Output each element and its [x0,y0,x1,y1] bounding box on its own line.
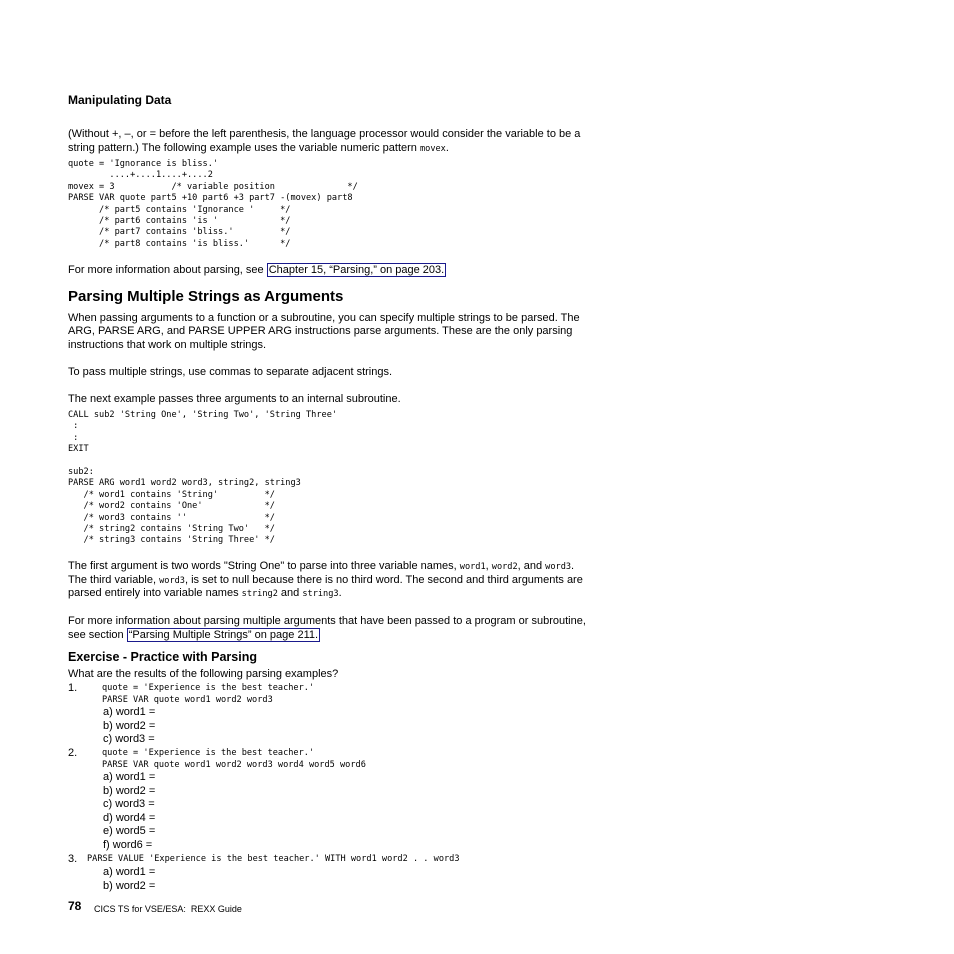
explain-text: , is set to null because there is no third word. The second and third arguments are [184,574,583,586]
exercise-answer: c) word3 = [103,733,155,745]
exercise-question: What are the results of the following parsing examples? [68,668,339,680]
exercise-answer: d) word4 = [103,812,156,824]
exercise-answer: f) word6 = [103,839,153,851]
page-number: 78 [68,899,82,913]
explain-end: . [338,587,342,599]
explain-line-1 [68,560,574,575]
footer-title: CICS TS for VSE/ESA: REXX Guide [94,904,242,914]
explain-text: The first argument is two words "String One" to parse into three variable names, [68,560,460,572]
code-example-1: quote = 'Ignorance is bliss.' ....+....1....+....2 movex = 3 /* variable position */ PARSE VAR quote part5 +10 part6 +3 part7 -(movex) part8 /* part5 contains 'Ignorance ' */ /* part6 contains 'is ' */ /* part7 contains 'bliss.' */ /* part8 contains 'is bliss.' */ [68,159,358,249]
code-string2: string2 [241,589,278,599]
exercise-code-line: PARSE VAR quote word1 word2 word3 word4 word5 word6 [102,760,366,770]
intro-line-2 [68,142,449,157]
exercise-answer: b) word2 = [103,880,156,892]
section-para-2: To pass multiple strings, use commas to separate adjacent strings. [68,366,393,378]
explain-line-3 [68,587,342,602]
exercise-code-line: PARSE VAR quote word1 word2 word3 [102,695,273,705]
chapter-15-link[interactable]: Chapter 15, “Parsing,” on page 203. [268,264,445,276]
exercise-title: Exercise - Practice with Parsing [68,650,257,664]
more-info-2-text: see section [68,629,127,641]
intro-line-1: (Without +, –, or = before the left parenthesis, the language processor would consider the variable to be a [68,128,581,140]
explain-sep: , and [517,560,546,572]
code-string3: string3 [302,589,339,599]
section-para-3: The next example passes three arguments to an internal subroutine. [68,393,401,405]
section-para-1-line-1: When passing arguments to a function or a subroutine, you can specify multiple strings to be parsed. The [68,312,580,324]
intro-text: string pattern.) The following example uses the variable numeric pattern [68,142,420,154]
exercise-code-line: quote = 'Experience is the best teacher.' [102,683,315,693]
code-example-2: CALL sub2 'String One', 'String Two', 'String Three' : : EXIT sub2: PARSE ARG word1 word2 word3, string2, string3 /* word1 contains 'String' */ /* word2 contains 'One' */ /* word3 contains '' */ /* string2 contains 'String Two' */ /* string3 contains 'String Three' */ [68,410,338,546]
exercise-item-number: 3. [68,853,78,865]
code-word3: word3 [159,576,185,586]
explain-text: The third variable, [68,574,160,586]
exercise-answer: e) word5 = [103,825,156,837]
exercise-answer: a) word1 = [103,866,156,878]
code-word2: word2 [491,562,518,572]
intro-end: . [445,142,449,154]
exercise-code-line: quote = 'Experience is the best teacher.' [102,748,315,758]
parsing-multiple-strings-link[interactable]: “Parsing Multiple Strings” on page 211. [128,629,319,641]
exercise-item-number: 1. [68,682,78,694]
code-word1: word1 [459,562,486,572]
intro-code: movex [419,144,446,154]
explain-text: and [277,587,303,599]
exercise-answer: a) word1 = [103,771,156,783]
exercise-answer: b) word2 = [103,785,156,797]
explain-sep: , [485,560,492,572]
section-title: Parsing Multiple Strings as Arguments [68,288,344,305]
exercise-code-line: PARSE VALUE 'Experience is the best teacher.' WITH word1 word2 . . word3 [87,854,460,864]
explain-text: parsed entirely into variable names [68,587,242,599]
section-para-1-line-3: instructions that work on multiple strings. [68,339,267,351]
running-head: Manipulating Data [68,93,172,107]
more-info-1 [68,264,446,278]
code-word3: word3 [545,562,572,572]
exercise-answer: b) word2 = [103,720,156,732]
exercise-answer: c) word3 = [103,798,155,810]
section-para-1-line-2: ARG, PARSE ARG, and PARSE UPPER ARG instructions parse arguments. These are the only parsing [68,325,573,337]
exercise-item-number: 2. [68,747,78,759]
more-info-2-line-2 [68,629,320,643]
explain-end: . [571,560,575,572]
more-info-2-line-1: For more information about parsing multiple arguments that have been passed to a program or subroutine, [68,615,586,627]
exercise-answer: a) word1 = [103,706,156,718]
more-info-1-text: For more information about parsing, see [68,264,267,276]
